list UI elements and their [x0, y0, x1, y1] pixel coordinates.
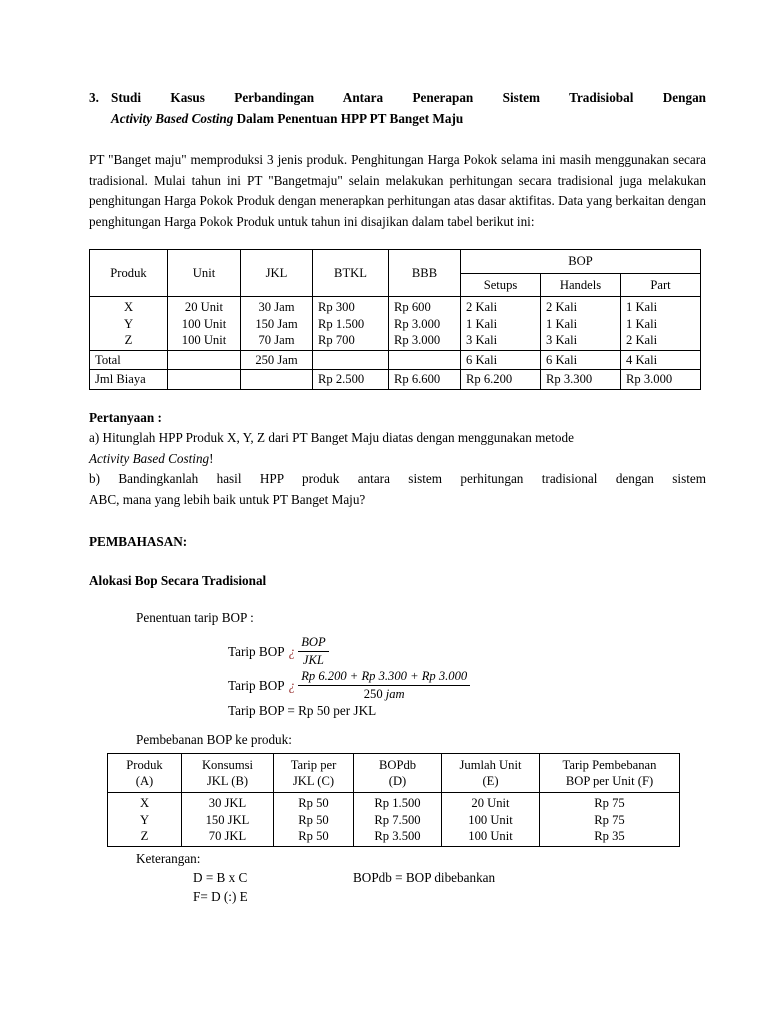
pertanyaan-a-italic: Activity Based Costing: [89, 450, 210, 466]
t2-col-header-bopdb: [354, 754, 442, 793]
t2-col-header-pembebanan: [540, 754, 680, 793]
total-unit: [168, 350, 241, 370]
cell-jkl-list: [241, 297, 313, 351]
table-row-total: [90, 350, 701, 370]
jml-biaya-part: Rp 3.000: [621, 370, 701, 390]
eq2-fraction: [298, 669, 470, 702]
part-y: 1 Kali: [626, 316, 658, 331]
setups-y: 1 Kali: [466, 316, 498, 331]
total-handels: 6 Kali: [541, 350, 621, 370]
col-header-setups: Setups: [461, 273, 541, 297]
btkl-z: Rp 700: [318, 333, 355, 347]
pertanyaan-item-b: [89, 469, 706, 510]
jml-biaya-jkl: [241, 370, 313, 390]
t2-cell-produk-list: [108, 793, 182, 847]
t2-jumlah-z: 100 Unit: [468, 829, 513, 843]
t2-tarip-x: Rp 50: [298, 796, 329, 810]
formula-label: Penentuan tarip BOP :: [136, 610, 254, 625]
t2-pembebanan-z: Rp 35: [594, 829, 625, 843]
handels-y: 1 Kali: [546, 316, 578, 331]
keterangan-bopdb-note: BOPdb = BOP dibebankan: [353, 869, 496, 885]
bop-allocation-table: [107, 753, 680, 847]
t2-tarip-z: Rp 50: [298, 829, 329, 843]
col-header-btkl: BTKL: [313, 250, 389, 297]
total-btkl: [313, 350, 389, 370]
table-row: [90, 297, 701, 351]
t2-h-pembebanan-l1: Tarip Pembebanan: [562, 757, 657, 772]
section-heading: [89, 88, 706, 129]
t2-col-header-tarip: [274, 754, 354, 793]
keterangan-title: Keterangan:: [136, 850, 201, 866]
t2-bopdb-y: Rp 7.500: [374, 812, 421, 827]
production-data-table-wrapper: [89, 249, 706, 390]
keterangan-f-formula: F= D (:) E: [193, 888, 248, 904]
alokasi-title: Alokasi Bop Secara Tradisional: [89, 572, 267, 588]
t2-pembebanan-y: Rp 75: [594, 812, 625, 827]
bbb-y: Rp 3.000: [394, 316, 441, 331]
t2-h-konsumsi-l2: JKL (B): [206, 774, 249, 788]
total-part: 4 Kali: [621, 350, 701, 370]
eq2-denominator: [298, 686, 470, 702]
eq1-denominator: JKL: [302, 653, 324, 667]
keterangan-d-formula: D = B x C: [193, 869, 248, 885]
pertanyaan-title: Pertanyaan :: [89, 409, 162, 425]
eq2-numerator: Rp 6.200 + Rp 3.300 + Rp 3.000: [298, 669, 470, 686]
eq1-symbol: ¿: [288, 643, 296, 659]
handels-z: 3 Kali: [546, 333, 578, 347]
t2-h-produk-l2: (A): [135, 774, 154, 788]
t2-h-bopdb-l2: (D): [388, 774, 407, 788]
t2-h-konsumsi-l1: Konsumsi: [201, 757, 254, 772]
col-header-bbb: BBB: [389, 250, 461, 297]
t2-col-header-konsumsi: [182, 754, 274, 793]
t2-cell-konsumsi-list: [182, 793, 274, 847]
total-setups: 6 Kali: [461, 350, 541, 370]
keterangan-row-2: [193, 887, 706, 906]
total-bbb: [389, 350, 461, 370]
eq2-denominator-number: 250: [363, 687, 383, 701]
table2-data-row: [108, 793, 680, 847]
produk-z: Z: [124, 333, 133, 347]
cell-unit-list: [168, 297, 241, 351]
t2-cell-tarip-list: [274, 793, 354, 847]
heading-line-1: Studi Kasus Perbandingan Antara Penerapan Sistem Tradisiobal Dengan: [111, 90, 706, 105]
jml-biaya-label: Jml Biaya: [90, 370, 168, 390]
intro-paragraph: PT "Banget maju" memproduksi 3 jenis produk. Penghitungan Harga Pokok selama ini masih menggunakan secara tradisional. Mulai tahun ini PT "Bangetmaju" selain melakukan perhitungan secara tradisional juga melakukan penghitungan Harga Pokok Produk dengan menerapkan perhitungan atas dasar aktifitas. Data yang berkaitan dengan penghitungan Harga Pokok Produk untuk tahun ini disajikan dalam tabel berikut ini:: [89, 152, 706, 229]
t2-h-jumlah-l2: (E): [482, 774, 499, 788]
keterangan-row-1: [193, 868, 706, 887]
pertanyaan-b-line-1: b) Bandingkanlah hasil HPP produk antara sistem perhitungan tradisional dengan sistem: [89, 471, 706, 486]
total-label: Total: [90, 350, 168, 370]
handels-x: 2 Kali: [546, 300, 578, 314]
t2-konsumsi-x: 30 JKL: [208, 796, 247, 810]
bop-allocation-table-wrapper: [107, 753, 706, 847]
col-header-handels: Handels: [541, 273, 621, 297]
table2-caption: Pembebanan BOP ke produk:: [136, 732, 292, 747]
total-jkl: 250 Jam: [241, 350, 313, 370]
t2-tarip-y: Rp 50: [298, 812, 329, 827]
unit-x: 20 Unit: [184, 300, 224, 314]
jkl-z: 70 Jam: [258, 333, 295, 347]
col-header-jkl: JKL: [241, 250, 313, 297]
pertanyaan-a-suffix: !: [209, 450, 214, 466]
jml-biaya-setups: Rp 6.200: [461, 370, 541, 390]
t2-konsumsi-y: 150 JKL: [205, 812, 250, 827]
t2-cell-jumlah-unit-list: [442, 793, 540, 847]
cell-part-list: [621, 297, 701, 351]
heading-line-2-italic: Activity Based Costing: [111, 111, 234, 126]
keterangan-block: [136, 849, 706, 906]
setups-z: 3 Kali: [466, 333, 498, 347]
t2-h-produk-l1: Produk: [126, 757, 163, 772]
eq1-lhs: Tarip BOP: [228, 643, 285, 659]
t2-jumlah-y: 100 Unit: [468, 812, 513, 827]
produk-x: X: [123, 300, 134, 314]
jml-biaya-handels: Rp 3.300: [541, 370, 621, 390]
jml-biaya-bbb: Rp 6.600: [389, 370, 461, 390]
bbb-x: Rp 600: [394, 300, 431, 314]
production-data-table: [89, 249, 701, 390]
eq2-denominator-unit: jam: [385, 687, 405, 701]
t2-h-tarip-l2: JKL (C): [292, 774, 335, 788]
formula-equation-1: [228, 635, 706, 668]
col-header-bop: BOP: [461, 250, 701, 274]
unit-z: 100 Unit: [181, 333, 227, 347]
t2-produk-y: Y: [139, 812, 150, 827]
t2-col-header-jumlah-unit: [442, 754, 540, 793]
eq2-lhs: Tarip BOP: [228, 677, 285, 693]
pertanyaan-a-line-1: a) Hitunglah HPP Produk X, Y, Z dari PT Banget Maju diatas dengan menggunakan metode: [89, 430, 574, 445]
heading-line-2-rest: Dalam Penentuan HPP PT Banget Maju: [233, 111, 464, 126]
jkl-y: 150 Jam: [255, 316, 298, 331]
keterangan-rows: [193, 868, 706, 906]
pertanyaan-item-a: [89, 428, 706, 469]
btkl-x: Rp 300: [318, 300, 355, 314]
bbb-z: Rp 3.000: [394, 333, 441, 347]
col-header-produk: Produk: [90, 250, 168, 297]
cell-btkl-list: [313, 297, 389, 351]
t2-h-pembebanan-l2: BOP per Unit (F): [565, 774, 654, 788]
t2-col-header-produk: [108, 754, 182, 793]
t2-produk-z: Z: [140, 829, 149, 843]
formula-equation-2: [228, 669, 706, 702]
t2-jumlah-x: 20 Unit: [471, 796, 510, 810]
t2-cell-pembebanan-list: [540, 793, 680, 847]
table-header-row-1: [90, 250, 701, 274]
pembahasan-title: PEMBAHASAN:: [89, 534, 188, 549]
t2-produk-x: X: [139, 796, 150, 810]
btkl-y: Rp 1.500: [318, 316, 365, 331]
jkl-x: 30 Jam: [258, 300, 295, 314]
setups-x: 2 Kali: [466, 300, 498, 314]
cell-setups-list: [461, 297, 541, 351]
formula-block: [228, 635, 706, 719]
pertanyaan-b-line-2: ABC, mana yang lebih baik untuk PT Banget Maju?: [89, 491, 366, 507]
t2-konsumsi-z: 70 JKL: [208, 829, 247, 843]
cell-produk-list: [90, 297, 168, 351]
jml-biaya-unit: [168, 370, 241, 390]
eq1-fraction: [298, 635, 328, 668]
t2-bopdb-x: Rp 1.500: [374, 796, 421, 810]
t2-cell-bopdb-list: [354, 793, 442, 847]
unit-y: 100 Unit: [181, 316, 227, 331]
t2-pembebanan-x: Rp 75: [594, 796, 625, 810]
cell-bbb-list: [389, 297, 461, 351]
jml-biaya-btkl: Rp 2.500: [313, 370, 389, 390]
produk-y: Y: [123, 316, 134, 331]
eq2-symbol: ¿: [288, 677, 296, 693]
heading-number: 3.: [89, 90, 99, 105]
formula-equation-3: Tarip BOP = Rp 50 per JKL: [228, 703, 377, 718]
table-row-jml-biaya: [90, 370, 701, 390]
t2-h-bopdb-l1: BOPdb: [378, 757, 417, 772]
eq1-numerator: BOP: [298, 635, 328, 652]
t2-h-tarip-l1: Tarip per: [290, 757, 337, 772]
col-header-unit: Unit: [168, 250, 241, 297]
part-z: 2 Kali: [626, 333, 658, 347]
t2-bopdb-z: Rp 3.500: [374, 829, 421, 843]
cell-handels-list: [541, 297, 621, 351]
part-x: 1 Kali: [626, 300, 658, 314]
col-header-part: Part: [621, 273, 701, 297]
table2-header-row: [108, 754, 680, 793]
t2-h-jumlah-l1: Jumlah Unit: [459, 757, 522, 772]
